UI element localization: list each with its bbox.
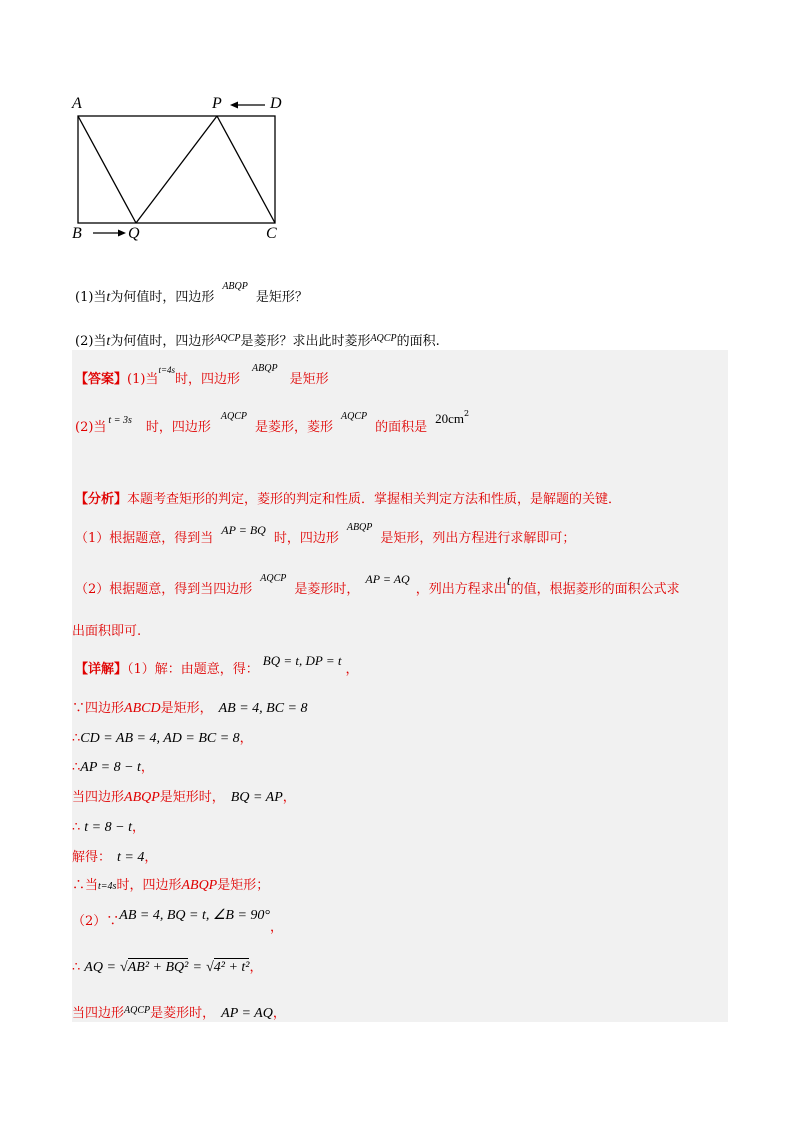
label-q: Q [128,225,140,242]
segment-aq [78,116,136,223]
detail-line-1: 【详解】（1）解：由题意，得：BQ = t, DP = t， [75,653,359,677]
detail-line-3: ∴CD = AB = 4, AD = BC = 8， [72,731,253,746]
analysis-line-0: 【分析】本题考查矩形的判定，菱形的判定和性质．掌握相关判定方法和性质，是解题的关键． [75,492,622,507]
geometry-figure [60,90,300,250]
segment-pc [217,116,275,223]
label-p: P [212,95,222,112]
detail-line-7: 解得： t = 4， [72,850,158,865]
detail-line-6: ∴ t = 8 − t， [72,820,145,835]
detail-line-10: ∴ AQ = √AB² + BQ² = √4² + t²， [72,960,263,975]
analysis-line-2: （2）根据题意，得到当四边形$^{AQCP}$是菱形时，AP = AQ，列出方程求出t的值，根据菱形的面积公式求 [75,572,680,597]
label-d: D [270,95,282,112]
detail-line-9: （2）∵AB = 4, BQ = t, ∠B = 90°， [72,908,284,935]
detail-line-4: ∴AP = 8 − t， [72,760,154,775]
label-a: A [72,95,82,112]
question-2: (2)当t为何值时，四边形$^{AQCP}$是菱形？求出此时菱形$^{AQCP}$的面积. [75,333,440,349]
arrow-b-to-q-head [118,230,126,237]
detail-line-5: 当四边形ABQP是矩形时， BQ = AP， [72,790,296,805]
question-1: (1)当t为何值时，四边形$^{ABQP}$是矩形？ [75,281,308,305]
label-c: C [266,225,277,242]
segment-qp [136,116,217,223]
detail-line-2: ∵四边形ABCD是矩形， AB = 4, BC = 8 [72,701,308,716]
label-b: B [72,225,82,242]
analysis-line-1: （1）根据题意，得到当AP = BQ时，四边形$^{ABQP}$是矩形，列出方程进行求解即可； [75,522,576,546]
detail-line-11: 当四边形$^{AQCP}$是菱形时， AP = AQ， [72,1005,286,1021]
analysis-line-3: 出面积即可. [72,624,142,639]
arrow-d-to-p-head [230,102,238,109]
answer-line-1: 【答案】(1)当$^{t=4s}$时，四边形$^{ABQP}$是矩形 [75,363,329,387]
detail-line-8: ∴当t=4s时，四边形ABQP是矩形； [72,878,270,893]
answer-line-2: (2)当 $^{t = 3s}$ 时，四边形$^{AQCP}$是菱形，菱形$^{AQCP}$的面积是$20cm^2$ [75,408,470,435]
